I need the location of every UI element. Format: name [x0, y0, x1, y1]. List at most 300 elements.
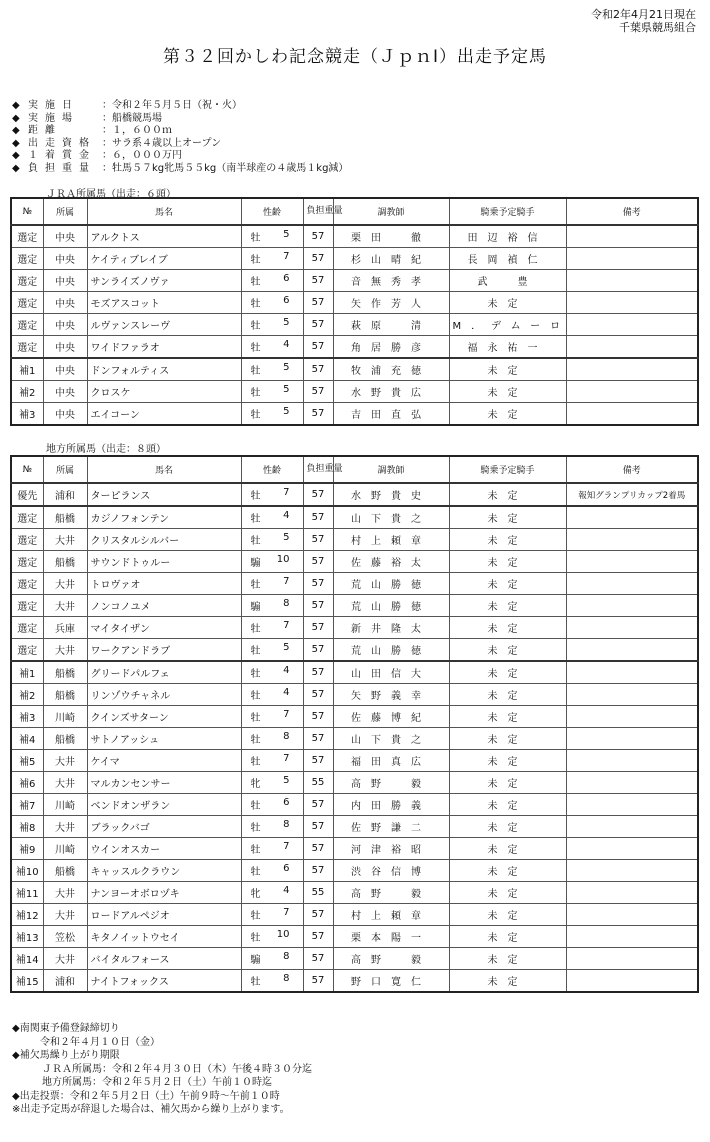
jockey: 未定	[449, 794, 566, 816]
remarks	[566, 225, 698, 248]
remarks	[566, 816, 698, 838]
jockey: 武 豊	[449, 270, 566, 292]
remarks	[566, 270, 698, 292]
sex-age-cell	[241, 292, 303, 314]
jockey: 未定	[449, 948, 566, 970]
race-info-value: サラ系４歳以上オープン	[112, 137, 222, 149]
sex: 牡	[250, 410, 261, 421]
remarks	[566, 904, 698, 926]
remarks	[566, 639, 698, 662]
trainer: 新井隆太	[333, 617, 449, 639]
entry-status: 補1	[11, 358, 43, 381]
weight: 57	[303, 270, 333, 292]
race-info-label: 実施場	[28, 112, 79, 124]
column-header-jockey: 騎乗予定騎手	[449, 198, 566, 225]
jockey: 未定	[449, 926, 566, 948]
table-row	[11, 225, 698, 248]
note-line: 令和２年４月１０日（金）	[40, 1036, 160, 1048]
horse-name: サウンドトゥルー	[87, 551, 241, 573]
sex-age-cell	[241, 248, 303, 270]
age: 7	[283, 487, 290, 498]
age: 6	[283, 797, 290, 808]
race-info-row	[12, 125, 348, 138]
horse-name: ウインオスカー	[87, 838, 241, 860]
horse-name: クリスタルシルバー	[87, 529, 241, 551]
horse-name: ドンフォルティス	[87, 358, 241, 381]
affiliation: 大井	[43, 639, 87, 662]
sex-age-cell	[241, 970, 303, 993]
entry-status: 補14	[11, 948, 43, 970]
horse-name: エイコーン	[87, 403, 241, 426]
table-row	[11, 292, 698, 314]
separator: ：	[102, 162, 112, 174]
column-header-sex-age: 性齢	[241, 456, 303, 483]
sex: 牡	[250, 491, 261, 502]
weight: 57	[303, 225, 333, 248]
jockey: 未定	[449, 292, 566, 314]
remarks	[566, 882, 698, 904]
sex: 牡	[250, 867, 261, 878]
sex: 牡	[250, 845, 261, 856]
jockey: 長岡禎仁	[449, 248, 566, 270]
table-row	[11, 772, 698, 794]
weight: 57	[303, 595, 333, 617]
horse-name: ノンコノユメ	[87, 595, 241, 617]
trainer: 河津裕昭	[333, 838, 449, 860]
entry-status: 補8	[11, 816, 43, 838]
sex: 牝	[250, 889, 261, 900]
diamond-bullet-icon: ◆	[12, 125, 20, 136]
horse-name: ロードアルペジオ	[87, 904, 241, 926]
age: 5	[283, 384, 290, 395]
age: 8	[283, 598, 290, 609]
entry-status: 補3	[11, 706, 43, 728]
entry-status: 補10	[11, 860, 43, 882]
affiliation: 川崎	[43, 794, 87, 816]
remarks	[566, 838, 698, 860]
jockey: 未定	[449, 750, 566, 772]
sex: 牡	[250, 580, 261, 591]
affiliation: 兵庫	[43, 617, 87, 639]
trainer: 福田真広	[333, 750, 449, 772]
race-info-value: 令和２年５月５日（祝・火）	[112, 100, 242, 111]
age: 4	[283, 339, 290, 350]
horse-name: ケイマ	[87, 750, 241, 772]
sex: 牡	[250, 646, 261, 657]
trainer: 高野 毅	[333, 948, 449, 970]
trainer: 萩原 清	[333, 314, 449, 336]
table-row	[11, 661, 698, 684]
jockey: 未定	[449, 882, 566, 904]
age: 7	[283, 709, 290, 720]
weight: 57	[303, 684, 333, 706]
jockey: 未定	[449, 772, 566, 794]
diamond-bullet-icon: ◆	[12, 100, 20, 111]
table-row	[11, 617, 698, 639]
age: 8	[283, 951, 290, 962]
remarks	[566, 706, 698, 728]
age: 5	[283, 532, 290, 543]
entry-status: 補12	[11, 904, 43, 926]
table-row	[11, 706, 698, 728]
table-row	[11, 403, 698, 426]
sex: 牡	[250, 977, 261, 988]
age: 4	[283, 885, 290, 896]
column-header-affiliation: 所属	[43, 456, 87, 483]
trainer: 山下貴之	[333, 506, 449, 529]
race-info-value: １，６００ｍ	[112, 125, 172, 136]
affiliation: 大井	[43, 904, 87, 926]
column-header-remarks: 備考	[566, 456, 698, 483]
remarks	[566, 948, 698, 970]
remarks	[566, 403, 698, 426]
entry-status: 選定	[11, 292, 43, 314]
entry-status: 補7	[11, 794, 43, 816]
age: 5	[283, 229, 290, 240]
table-row	[11, 248, 698, 270]
jockey: 未定	[449, 816, 566, 838]
trainer: 村上頼章	[333, 529, 449, 551]
weight: 57	[303, 403, 333, 426]
jra-entries-table	[10, 197, 699, 426]
affiliation: 中央	[43, 248, 87, 270]
entry-status: 選定	[11, 336, 43, 359]
entry-status: 補1	[11, 661, 43, 684]
sex-age-cell	[241, 403, 303, 426]
affiliation: 浦和	[43, 483, 87, 506]
table-row	[11, 506, 698, 529]
horse-name: ブラックバゴ	[87, 816, 241, 838]
horse-name: ナンヨーオボロヅキ	[87, 882, 241, 904]
affiliation: 中央	[43, 314, 87, 336]
diamond-bullet-icon: ◆	[12, 112, 20, 124]
weight: 57	[303, 292, 333, 314]
race-info-row	[12, 138, 348, 151]
entry-status: 補13	[11, 926, 43, 948]
affiliation: 笠松	[43, 926, 87, 948]
age: 6	[283, 295, 290, 306]
entry-status: 選定	[11, 617, 43, 639]
weight: 57	[303, 816, 333, 838]
table-row	[11, 882, 698, 904]
sex: 牡	[250, 366, 261, 377]
jockey: 未定	[449, 483, 566, 506]
local-entries-table	[10, 455, 699, 993]
remarks	[566, 358, 698, 381]
affiliation: 中央	[43, 403, 87, 426]
sex-age-cell	[241, 639, 303, 662]
age: 5	[283, 317, 290, 328]
column-header-horse-name: 馬名	[87, 198, 241, 225]
sex-age-cell	[241, 904, 303, 926]
weight: 55	[303, 772, 333, 794]
table-row	[11, 381, 698, 403]
table-row	[11, 904, 698, 926]
remarks	[566, 506, 698, 529]
entry-status: 補2	[11, 684, 43, 706]
page-title: 第３２回かしわ記念競走（ＪｐｎⅠ）出走予定馬	[162, 47, 547, 67]
remarks	[566, 381, 698, 403]
remarks	[566, 314, 698, 336]
table-row	[11, 794, 698, 816]
affiliation: 船橋	[43, 661, 87, 684]
entry-status: 選定	[11, 270, 43, 292]
sex-age-cell	[241, 750, 303, 772]
table-row	[11, 728, 698, 750]
entry-status: 補6	[11, 772, 43, 794]
weight: 57	[303, 529, 333, 551]
remarks	[566, 573, 698, 595]
horse-name: ターピランス	[87, 483, 241, 506]
separator: ：	[102, 125, 112, 136]
horse-name: ベンドオンザラン	[87, 794, 241, 816]
affiliation: 大井	[43, 573, 87, 595]
sex-age-cell	[241, 772, 303, 794]
entry-status: 選定	[11, 573, 43, 595]
entry-status: 補15	[11, 970, 43, 993]
sex: 牡	[250, 713, 261, 724]
race-info-value: 牡馬５７kg牝馬５５kg（南半球産の４歳馬１kg減）	[112, 162, 349, 174]
sex-age-cell	[241, 860, 303, 882]
table-header-row	[11, 198, 698, 225]
column-header-weight: 負担重量	[303, 198, 333, 225]
affiliation: 川崎	[43, 838, 87, 860]
horse-name: バイタルフォース	[87, 948, 241, 970]
weight: 57	[303, 617, 333, 639]
weight: 57	[303, 706, 333, 728]
affiliation: 大井	[43, 948, 87, 970]
affiliation: 中央	[43, 381, 87, 403]
entry-status: 補5	[11, 750, 43, 772]
entry-status: 選定	[11, 551, 43, 573]
entry-status: 補3	[11, 403, 43, 426]
jockey: 未定	[449, 684, 566, 706]
sex-age-cell	[241, 838, 303, 860]
horse-name: リンゾウチャネル	[87, 684, 241, 706]
trainer: 高野 毅	[333, 772, 449, 794]
sex: 牡	[250, 255, 261, 266]
sex: 牡	[250, 801, 261, 812]
note-line: 地方所属馬：令和２年５月２日（土）午前１０時迄	[42, 1077, 272, 1088]
sex: 牡	[250, 536, 261, 547]
trainer: 荒山勝徳	[333, 573, 449, 595]
horse-name: ルヴァンスレーヴ	[87, 314, 241, 336]
affiliation: 大井	[43, 750, 87, 772]
column-header-remarks: 備考	[566, 198, 698, 225]
age: 4	[283, 510, 290, 521]
race-info-label: １着賞金	[28, 150, 96, 161]
horse-name: キャッスルクラウン	[87, 860, 241, 882]
table-row	[11, 314, 698, 336]
sex: 牝	[250, 779, 261, 790]
weight: 57	[303, 336, 333, 359]
sex: 牡	[250, 277, 261, 288]
race-info-value: 船橋競馬場	[112, 112, 162, 124]
entry-status: 選定	[11, 225, 43, 248]
entry-status: 補9	[11, 838, 43, 860]
sex: 牡	[250, 757, 261, 768]
separator: ：	[102, 150, 112, 161]
remarks	[566, 860, 698, 882]
note-line: ◆南関東予備登録締切り	[12, 1023, 120, 1034]
local-section-title: 地方所属馬（出走：８頭）	[46, 444, 166, 455]
remarks	[566, 684, 698, 706]
affiliation: 中央	[43, 358, 87, 381]
jockey: 未定	[449, 661, 566, 684]
weight: 57	[303, 573, 333, 595]
column-header-no: №	[11, 456, 43, 483]
weight: 57	[303, 358, 333, 381]
sex-age-cell	[241, 948, 303, 970]
race-info-row	[12, 163, 348, 176]
sex-age-cell	[241, 595, 303, 617]
table-row	[11, 816, 698, 838]
table-row	[11, 573, 698, 595]
separator: ：	[102, 137, 112, 149]
horse-name: マルカンセンサー	[87, 772, 241, 794]
diamond-bullet-icon: ◆	[12, 150, 20, 161]
jockey: 未定	[449, 506, 566, 529]
weight: 57	[303, 381, 333, 403]
sex-age-cell	[241, 882, 303, 904]
horse-name: ワイドファラオ	[87, 336, 241, 359]
table-row	[11, 838, 698, 860]
affiliation: 船橋	[43, 506, 87, 529]
weight: 57	[303, 860, 333, 882]
horse-name: カジノフォンテン	[87, 506, 241, 529]
sex-age-cell	[241, 270, 303, 292]
horse-name: キタノイットウセイ	[87, 926, 241, 948]
sex-age-cell	[241, 661, 303, 684]
affiliation: 大井	[43, 595, 87, 617]
note-line: ＪＲＡ所属馬：令和２年４月３０日（木）午後４時３０分迄	[42, 1063, 312, 1075]
note-line: ※出走予定馬が辞退した場合は、補欠馬から繰り上がります。	[12, 1104, 290, 1115]
jockey: 未定	[449, 358, 566, 381]
table-row	[11, 358, 698, 381]
column-header-horse-name: 馬名	[87, 456, 241, 483]
sex: 牡	[250, 669, 261, 680]
entry-status: 選定	[11, 529, 43, 551]
sex-age-cell	[241, 794, 303, 816]
column-header-trainer: 調教師	[333, 198, 449, 225]
affiliation: 船橋	[43, 684, 87, 706]
jockey: 未定	[449, 639, 566, 662]
affiliation: 大井	[43, 772, 87, 794]
weight: 55	[303, 882, 333, 904]
table-row	[11, 970, 698, 993]
remarks	[566, 794, 698, 816]
sex-age-cell	[241, 728, 303, 750]
weight: 57	[303, 904, 333, 926]
horse-name: ワークアンドラブ	[87, 639, 241, 662]
table-row	[11, 684, 698, 706]
jockey: 未定	[449, 529, 566, 551]
weight: 57	[303, 750, 333, 772]
affiliation: 大井	[43, 882, 87, 904]
remarks: 報知グランプリカップ2着馬	[566, 483, 698, 506]
sex-age-cell	[241, 684, 303, 706]
affiliation: 船橋	[43, 728, 87, 750]
sex: 牡	[250, 624, 261, 635]
trainer: 栗田 徹	[333, 225, 449, 248]
race-info-row	[12, 150, 348, 163]
table-row	[11, 270, 698, 292]
remarks	[566, 617, 698, 639]
race-info-label: 出走資格	[28, 137, 96, 149]
horse-name: グリードパルフェ	[87, 661, 241, 684]
sex: 騸	[250, 955, 261, 966]
age: 10	[276, 554, 290, 565]
affiliation: 船橋	[43, 860, 87, 882]
diamond-bullet-icon: ◆	[12, 162, 20, 174]
age: 7	[283, 576, 290, 587]
jockey: 未定	[449, 706, 566, 728]
horse-name: アルクトス	[87, 225, 241, 248]
trainer: 佐野謙二	[333, 816, 449, 838]
weight: 57	[303, 248, 333, 270]
jockey: 未定	[449, 904, 566, 926]
age: 10	[276, 929, 290, 940]
as-of-date: 令和2年4月21日現在	[591, 8, 696, 21]
weight: 57	[303, 838, 333, 860]
sex-age-cell	[241, 336, 303, 359]
affiliation: 中央	[43, 225, 87, 248]
separator: ：	[102, 100, 112, 111]
column-header-no: №	[11, 198, 43, 225]
trainer: 角居勝彦	[333, 336, 449, 359]
table-row	[11, 948, 698, 970]
age: 4	[283, 665, 290, 676]
column-header-affiliation: 所属	[43, 198, 87, 225]
race-info-row	[12, 113, 348, 126]
horse-name: マイタイザン	[87, 617, 241, 639]
sex-age-cell	[241, 381, 303, 403]
column-header-sex-age: 性齢	[241, 198, 303, 225]
jockey: 未定	[449, 595, 566, 617]
weight: 57	[303, 483, 333, 506]
table-row	[11, 529, 698, 551]
affiliation: 大井	[43, 529, 87, 551]
race-info-row	[12, 100, 348, 113]
affiliation: 船橋	[43, 551, 87, 573]
weight: 57	[303, 948, 333, 970]
trainer: 野口寛仁	[333, 970, 449, 993]
table-row	[11, 750, 698, 772]
sex-age-cell	[241, 551, 303, 573]
weight: 57	[303, 661, 333, 684]
organization-name: 千葉県競馬組合	[619, 21, 696, 34]
notes-section	[12, 1022, 312, 1117]
age: 6	[283, 863, 290, 874]
sex: 牡	[250, 735, 261, 746]
weight: 57	[303, 970, 333, 993]
race-info-label: 実施日	[28, 100, 79, 111]
sex-age-cell	[241, 573, 303, 595]
race-info-label: 距離	[28, 125, 62, 136]
jockey: 未定	[449, 838, 566, 860]
trainer: 高野 毅	[333, 882, 449, 904]
age: 8	[283, 819, 290, 830]
remarks	[566, 336, 698, 359]
weight: 57	[303, 728, 333, 750]
trainer: 荒山勝徳	[333, 595, 449, 617]
sex: 牡	[250, 823, 261, 834]
entry-status: 選定	[11, 595, 43, 617]
weight: 57	[303, 639, 333, 662]
table-row	[11, 551, 698, 573]
sex-age-cell	[241, 314, 303, 336]
trainer: 水野貴広	[333, 381, 449, 403]
